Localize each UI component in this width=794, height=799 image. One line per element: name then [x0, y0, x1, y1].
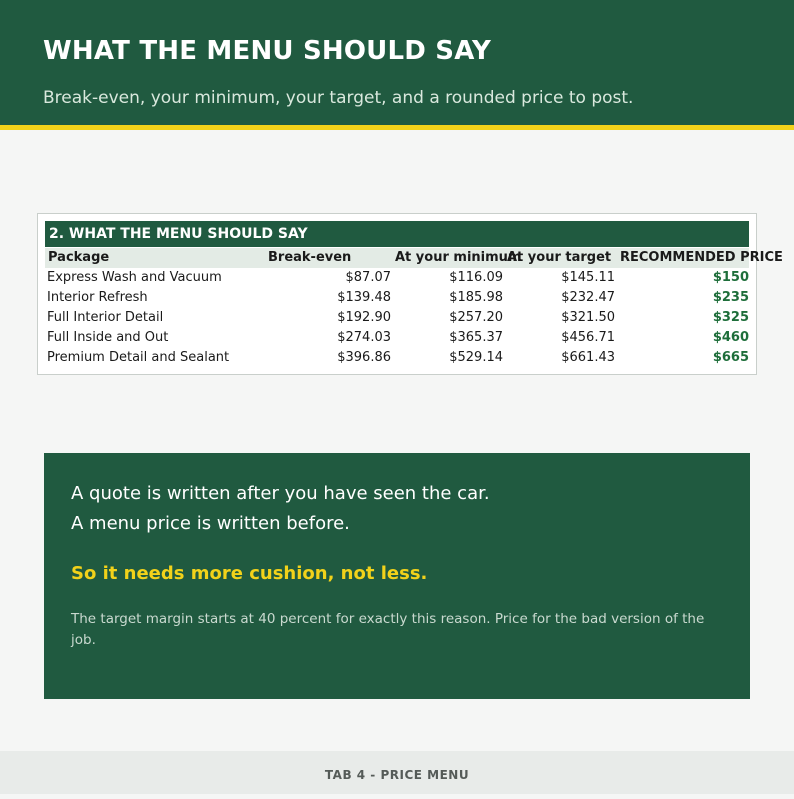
- row-target: $321.50: [561, 310, 615, 325]
- row-break-even: $192.90: [337, 310, 391, 325]
- row-recommended-price: $460: [712, 330, 749, 345]
- callout-line-menu: A menu price is written before.: [71, 513, 350, 534]
- row-package: Premium Detail and Sealant: [47, 350, 230, 365]
- callout-line-quote: A quote is written after you have seen the car.: [71, 483, 490, 504]
- callout-note: The target margin starts at 40 percent for exactly this reason. Price for the bad version of the job.: [71, 611, 705, 648]
- row-package: Express Wash and Vacuum: [47, 270, 222, 285]
- row-minimum: $529.14: [449, 350, 503, 365]
- row-minimum: $185.98: [449, 290, 503, 305]
- row-minimum: $257.20: [449, 310, 503, 325]
- price-menu-table: [37, 213, 783, 375]
- footer-tab-label: TAB 4 - PRICE MENU: [0, 751, 794, 794]
- table-title: 2. WHAT THE MENU SHOULD SAY: [45, 221, 749, 247]
- callout-box: [44, 453, 750, 699]
- row-break-even: $274.03: [337, 330, 391, 345]
- row-break-even: $396.86: [337, 350, 391, 365]
- page-title: WHAT THE MENU SHOULD SAY: [43, 36, 492, 66]
- row-package: Interior Refresh: [47, 290, 148, 305]
- column-header-minimum: At your minimum: [395, 250, 522, 265]
- row-recommended-price: $665: [712, 350, 749, 365]
- column-header-target: At your target: [507, 250, 612, 265]
- row-recommended-price: $235: [712, 290, 749, 305]
- row-target: $661.43: [561, 350, 615, 365]
- row-minimum: $116.09: [449, 270, 503, 285]
- row-package: Full Inside and Out: [47, 330, 169, 345]
- row-target: $232.47: [561, 290, 615, 305]
- row-recommended-price: $150: [712, 270, 749, 285]
- row-target: $456.71: [561, 330, 615, 345]
- row-break-even: $139.48: [337, 290, 391, 305]
- callout-emphasis: So it needs more cushion, not less.: [71, 563, 428, 584]
- column-header-package: Package: [48, 250, 110, 265]
- page-subtitle: Break-even, your minimum, your target, and a rounded price to post.: [43, 88, 634, 108]
- row-target: $145.11: [561, 270, 615, 285]
- row-recommended-price: $325: [712, 310, 749, 325]
- row-package: Full Interior Detail: [47, 310, 164, 325]
- row-minimum: $365.37: [449, 330, 503, 345]
- page-header: [0, 0, 794, 130]
- column-header-recommended-price: RECOMMENDED PRICE: [620, 250, 783, 265]
- column-header-break-even: Break-even: [268, 250, 352, 265]
- row-break-even: $87.07: [345, 270, 391, 285]
